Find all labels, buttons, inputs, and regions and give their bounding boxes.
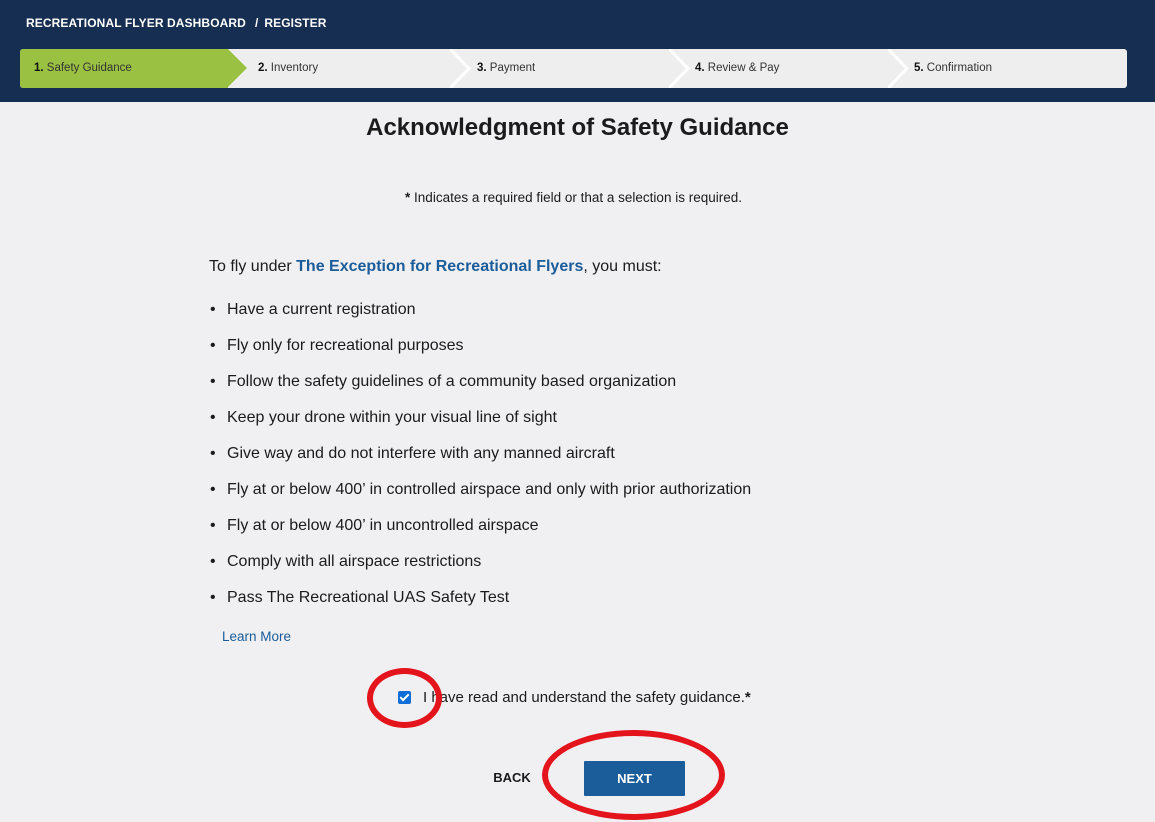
step-review-pay[interactable] — [695, 49, 779, 88]
safety-rules-list — [209, 300, 751, 624]
required-field-note — [0, 190, 1147, 205]
step-label: Review & Pay — [707, 62, 780, 74]
back-button[interactable]: BACK — [493, 770, 531, 785]
step-number: 4. — [695, 62, 705, 74]
list-item: • Fly at or below 400’ in uncontrolled airspace — [209, 516, 751, 552]
list-item: • Keep your drone within your visual line of sight — [209, 408, 751, 444]
intro-suffix: , you must: — [583, 258, 662, 275]
breadcrumb-dashboard-link[interactable]: RECREATIONAL FLYER DASHBOARD — [26, 16, 246, 30]
list-item: • Fly only for recreational purposes — [209, 336, 751, 372]
step-confirmation[interactable] — [914, 49, 992, 88]
list-item: • Follow the safety guidelines of a community based organization — [209, 372, 751, 408]
progress-stepper — [20, 49, 1127, 88]
step-divider-icon — [450, 49, 472, 88]
step-safety-guidance[interactable] — [20, 49, 228, 88]
acknowledgment-label[interactable] — [423, 689, 751, 706]
step-label: Payment — [489, 62, 536, 74]
step-label: Safety Guidance — [46, 62, 132, 74]
step-number: 1. — [34, 62, 44, 74]
list-item: • Comply with all airspace restrictions — [209, 552, 751, 588]
required-note-text: Indicates a required field or that a selection is required. — [414, 190, 742, 205]
intro-prefix: To fly under — [209, 258, 297, 275]
step-divider-icon — [669, 49, 691, 88]
step-divider-icon — [888, 49, 910, 88]
list-item: • Fly at or below 400’ in controlled airspace and only with prior authorization — [209, 480, 751, 516]
list-item: • Give way and do not interfere with any manned aircraft — [209, 444, 751, 480]
step-number: 3. — [477, 62, 487, 74]
step-number: 5. — [914, 62, 924, 74]
breadcrumb-register-link[interactable]: REGISTER — [264, 16, 327, 30]
acknowledgment-text: I have read and understand the safety guidance. — [423, 688, 745, 706]
list-item: • Pass The Recreational UAS Safety Test — [209, 588, 751, 624]
step-label: Inventory — [270, 62, 319, 74]
exception-link[interactable]: The Exception for Recreational Flyers — [296, 258, 584, 275]
acknowledgment-row — [398, 687, 751, 707]
learn-more-link[interactable]: Learn More — [222, 629, 292, 644]
next-button[interactable]: NEXT — [584, 761, 685, 796]
list-item: • Have a current registration — [209, 300, 751, 336]
step-payment[interactable] — [477, 49, 535, 88]
top-header — [0, 0, 1155, 102]
step-number: 2. — [258, 62, 268, 74]
required-star: * — [405, 190, 411, 205]
step-inventory[interactable] — [258, 49, 318, 88]
breadcrumb — [26, 16, 327, 30]
breadcrumb-separator: / — [254, 16, 259, 30]
intro-text — [209, 258, 662, 276]
required-star: * — [744, 688, 751, 706]
step-label: Confirmation — [926, 62, 992, 74]
page-title: Acknowledgment of Safety Guidance — [366, 114, 789, 141]
acknowledgment-checkbox[interactable] — [398, 691, 411, 704]
